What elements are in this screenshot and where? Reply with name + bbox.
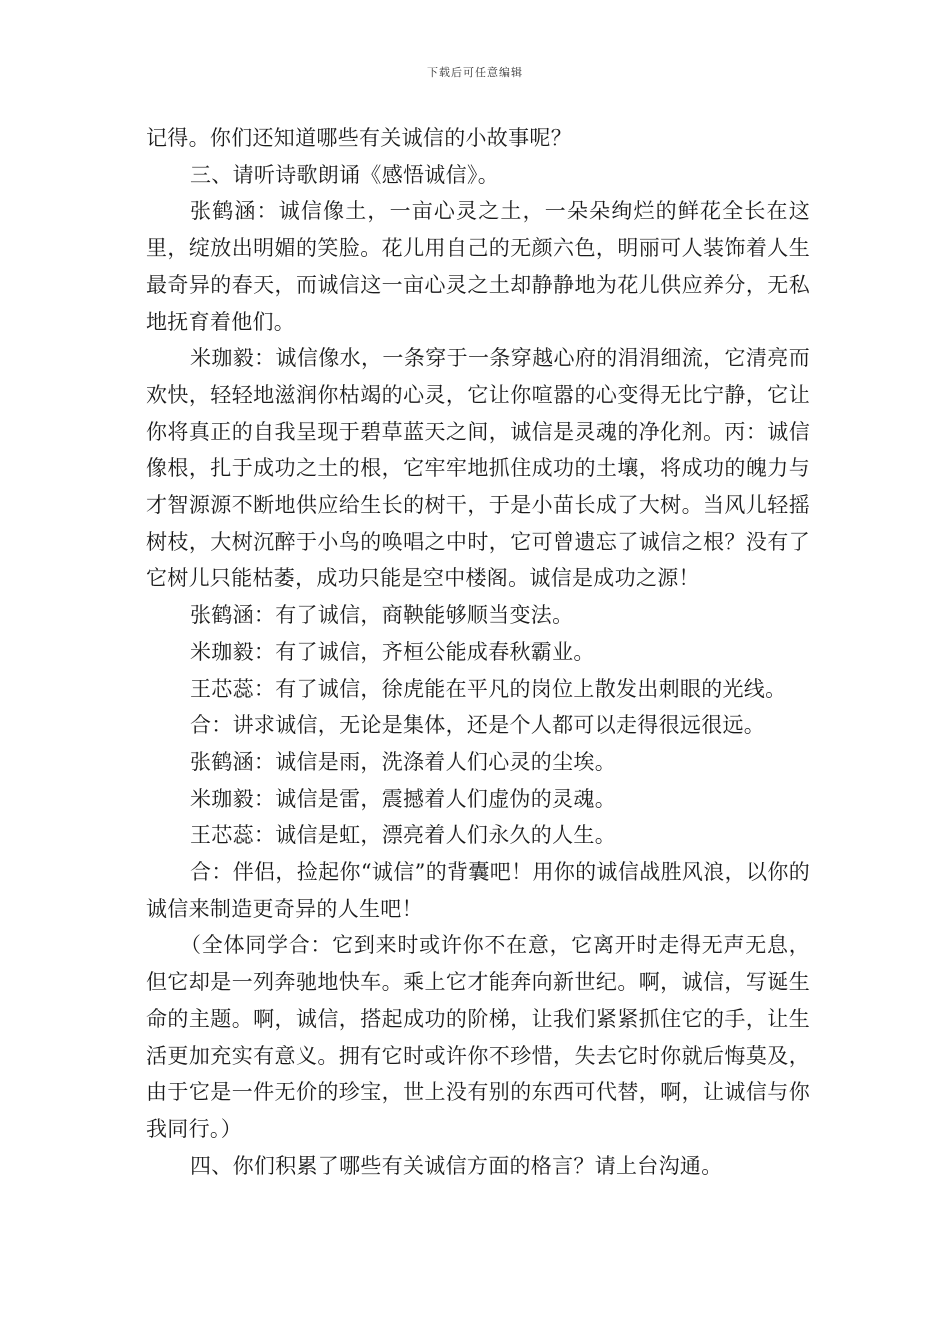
paragraph-9: 张鹤涵：诚信是雨，洗涤着人们心灵的尘埃。: [190, 749, 616, 774]
paragraph-10: 米珈毅：诚信是雷，震撼着人们虚伪的灵魂。: [190, 786, 616, 811]
paragraph-2: 三、请听诗歌朗诵《感悟诚信》。: [190, 162, 499, 187]
paragraph-12: 合：伴侣，捡起你“诚信”的背囊吧！用你的诚信战胜风浪，以你的诚信来制造更奇异的人生吧！: [146, 860, 810, 921]
paragraph-7: 王芯蕊：有了诚信，徐虎能在平凡的岗位上散发出刺眼的光线。: [190, 676, 787, 701]
paragraph-5: 张鹤涵：有了诚信，商鞅能够顺当变法。: [190, 603, 574, 628]
paragraph-3: 张鹤涵：诚信像土，一亩心灵之土，一朵朵绚烂的鲜花全长在这里，绽放出明媚的笑脸。花儿用自己的无颜六色，明丽可人装饰着人生最奇异的春天，而诚信这一亩心灵之土却静静地为花儿供应养分，无私地抚育着他们。: [146, 199, 810, 334]
paragraph-13: （全体同学合：它到来时或许你不在意，它离开时走得无声无息，但它却是一列奔驰地快车。乘上它才能奔向新世纪。啊，诚信，写诞生命的主题。啊，诚信，搭起成功的阶梯，让我们紧紧抓住它的手，让生活更加充实有意义。拥有它时或许你不珍惜，失去它时你就后悔莫及，由于它是一件无价的珍宝，世上没有别的东西可代替，啊，让诚信与你我同行。）: [146, 933, 810, 1141]
paragraph-14: 四、你们积累了哪些有关诚信方面的格言？请上台沟通。: [190, 1153, 723, 1178]
paragraph-4: 米珈毅：诚信像水，一条穿于一条穿越心府的涓涓细流，它清亮而欢快，轻轻地滋润你枯竭的心灵，它让你喧嚣的心变得无比宁静，它让你将真正的自我呈现于碧草蓝天之间，诚信是灵魂的净化剂。丙：诚信像根，扎于成功之土的根，它牢牢地抓住成功的土壤，将成功的魄力与才智源源不断地供应给生长的树干，于是小苗长成了大树。当风儿轻摇树枝，大树沉醉于小鸟的唤唱之中时，它可曾遗忘了诚信之根？没有了它树儿只能枯萎，成功只能是空中楼阁。诚信是成功之源！: [146, 346, 810, 591]
paragraph-1: 记得。你们还知道哪些有关诚信的小故事呢？: [146, 126, 572, 150]
paragraph-6: 米珈毅：有了诚信，齐桓公能成春秋霸业。: [190, 639, 595, 664]
document-body: [146, 120, 810, 1184]
paragraph-8: 合：讲求诚信，无论是集体，还是个人都可以走得很远很远。: [190, 713, 766, 738]
paragraph-11: 王芯蕊：诚信是虹，漂亮着人们永久的人生。: [190, 823, 616, 848]
page-header: 下载后可任意编辑: [427, 66, 523, 79]
